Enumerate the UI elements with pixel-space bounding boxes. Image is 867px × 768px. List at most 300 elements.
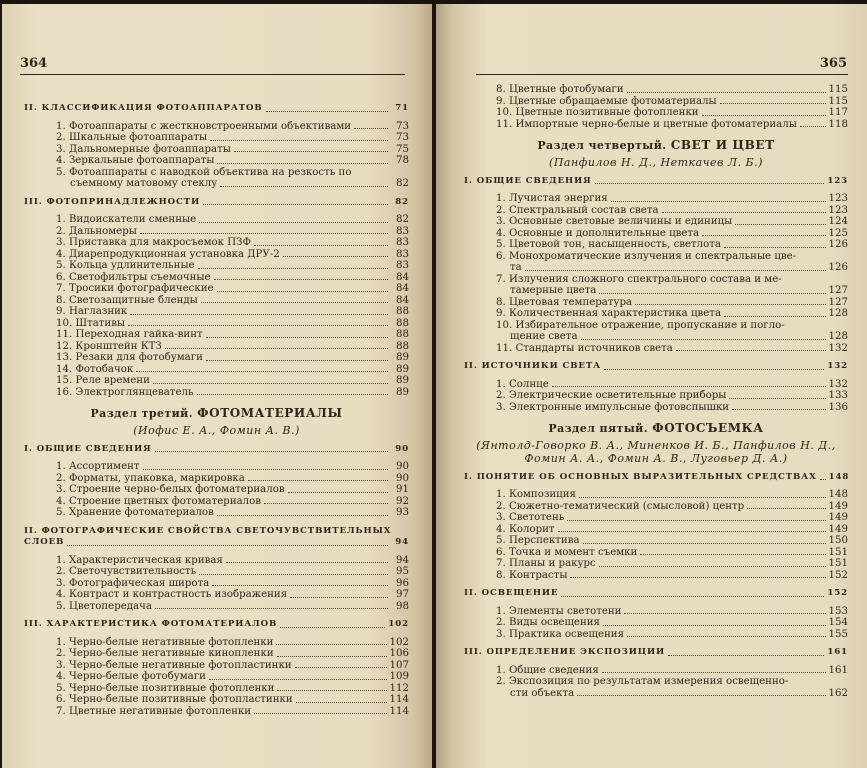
toc-item — [464, 96, 848, 108]
item-title: 9. Количественная характеристика цвета — [496, 308, 722, 319]
toc-item — [24, 496, 409, 508]
toc-item — [464, 205, 848, 217]
toc-item — [464, 390, 848, 402]
toc-item — [464, 239, 848, 251]
item-title: 10. Избирательное отражение, пропускание и погло- — [496, 319, 785, 331]
toc-item — [24, 306, 409, 318]
leader-dots — [702, 115, 826, 116]
leader-dots — [558, 531, 826, 532]
item-title: 3. Приставка для макросъемок ПЗФ — [56, 237, 251, 248]
item-title: 4. Черно-белые фотобумаги — [56, 671, 206, 682]
page-ref: 127 — [828, 285, 848, 296]
leader-dots — [198, 268, 388, 269]
page-ref: 88 — [396, 317, 409, 329]
authors-line: (Янтолд-Говорко В. А., Миненков И. Б., Панфилов Н. Д., — [476, 438, 836, 452]
item-title: 2. Черно-белые негативные кинопленки — [56, 648, 274, 659]
page-ref: 84 — [396, 283, 409, 294]
leader-dots — [579, 497, 826, 498]
item-title: 2. Электрические осветительные приборы — [496, 390, 727, 401]
item-title: 1. Солнце — [496, 378, 549, 390]
item-title: 3. Светотень — [496, 512, 565, 523]
page-ref: 124 — [828, 216, 848, 227]
item-title: 8. Цветовая температура — [496, 296, 633, 308]
leader-dots — [747, 508, 825, 509]
leader-dots — [264, 503, 388, 504]
section-heading — [24, 103, 409, 115]
toc-item — [24, 637, 409, 649]
item-title: 1. Видоискатели сменные — [56, 214, 197, 225]
header-rule — [20, 74, 405, 75]
page-ref: 73 — [396, 120, 409, 132]
leader-dots — [604, 369, 824, 370]
leader-dots — [583, 543, 826, 544]
page-ref: 88 — [396, 340, 409, 352]
page-ref: 96 — [396, 577, 409, 589]
toc-item — [464, 343, 848, 355]
page-ref: 115 — [828, 84, 848, 95]
page-ref: 71 — [395, 103, 409, 113]
leader-dots — [288, 492, 388, 493]
page-ref: 115 — [828, 95, 848, 107]
item-title: 5. Цветопередача — [56, 600, 152, 612]
item-title: 1. Черно-белые негативные фотопленки — [56, 636, 274, 648]
section-title: III. ОПРЕДЕЛЕНИЕ ЭКСПОЗИЦИИ — [464, 647, 666, 657]
leader-dots — [248, 480, 388, 481]
page-ref: 126 — [828, 239, 848, 250]
page-ref: 161 — [827, 647, 848, 657]
item-title: 11. Импортные черно-белые и цветные фотоматериалы — [496, 118, 797, 130]
page-number-left: 364 — [20, 56, 48, 71]
part-heading — [464, 423, 848, 435]
part-authors — [24, 424, 409, 437]
item-title: 3. Черно-белые негативные фотопластинки — [56, 659, 292, 671]
page-ref: 82 — [396, 214, 409, 225]
item-title: 1. Общие сведения — [496, 664, 599, 676]
page-ref: 125 — [828, 227, 848, 239]
leader-dots — [201, 302, 388, 303]
item-title: 2. Шкальные фотоаппараты — [56, 132, 208, 143]
leader-dots — [153, 383, 388, 384]
leader-dots — [234, 151, 388, 152]
leader-dots — [732, 409, 825, 410]
item-title: 9. Цветные обращаемые фотоматериалы — [496, 95, 717, 107]
page-number-right: 365 — [819, 56, 847, 71]
leader-dots — [280, 627, 385, 628]
toc-item — [24, 295, 409, 307]
page-ref: 90 — [396, 461, 409, 472]
toc-item — [24, 589, 409, 601]
page-ref: 84 — [396, 271, 409, 283]
toc-item — [464, 84, 848, 96]
item-title: щение света — [510, 331, 578, 342]
toc-item — [24, 144, 409, 156]
leader-dots — [627, 636, 826, 637]
page-ref: 155 — [828, 628, 848, 640]
leader-dots — [354, 128, 388, 129]
page-ref: 106 — [389, 648, 409, 659]
page-ref: 75 — [396, 143, 409, 155]
toc-item — [464, 606, 848, 618]
leader-dots — [217, 163, 388, 164]
leader-dots — [296, 702, 387, 703]
page-ref: 152 — [827, 588, 848, 598]
item-title: 2. Виды освещения — [496, 617, 600, 628]
section-heading — [464, 176, 848, 188]
leader-dots — [525, 270, 826, 271]
page-ref: 88 — [396, 329, 409, 340]
item-title: 2. Светочувствительность — [56, 566, 197, 577]
section-heading — [24, 526, 409, 549]
item-title: 10. Штативы — [56, 317, 126, 329]
section-heading — [24, 619, 409, 631]
leader-dots — [140, 233, 388, 234]
toc-item — [24, 283, 409, 295]
page-ref: 152 — [828, 569, 848, 581]
leader-dots — [217, 291, 388, 292]
page-ref: 94 — [396, 554, 409, 566]
part-title: ФОТОМАТЕРИАЛЫ — [197, 406, 343, 420]
leader-dots — [595, 183, 825, 184]
section-title: II. ИСТОЧНИКИ СВЕТА — [464, 361, 602, 371]
item-title: 10. Цветные позитивные фотопленки — [496, 107, 699, 118]
item-title: 3. Электронные импульсные фотовспышки — [496, 401, 730, 413]
item-title: 1. Ассортимент — [56, 461, 140, 472]
page-ref: 91 — [396, 484, 409, 495]
toc-item — [464, 489, 848, 501]
item-title: 1. Элементы светотени — [496, 605, 622, 617]
leader-dots — [702, 235, 825, 236]
toc-item — [24, 706, 409, 718]
toc-item — [24, 473, 409, 485]
toc-item — [24, 352, 409, 364]
page-ref: 92 — [396, 495, 409, 507]
leader-dots — [254, 245, 388, 246]
page-ref: 83 — [396, 225, 409, 237]
leader-dots — [206, 360, 388, 361]
toc-item — [464, 402, 848, 414]
item-title: 7. Планы и ракурс — [496, 558, 596, 569]
page-ref: 149 — [828, 512, 848, 523]
section-title: III. ФОТОПРИНАДЛЕЖНОСТИ — [24, 196, 201, 207]
page-ref: 82 — [396, 178, 409, 189]
right-page — [436, 4, 867, 768]
page-ref: 88 — [396, 306, 409, 317]
item-title: 2. Спектральный состав света — [496, 204, 659, 216]
item-title: 5. Перспектива — [496, 535, 580, 546]
page-ref: 162 — [828, 687, 848, 699]
page-ref: 123 — [828, 204, 848, 216]
toc-item — [464, 297, 848, 309]
leader-dots — [199, 222, 388, 223]
page-ref: 89 — [396, 375, 409, 386]
section-heading — [464, 361, 848, 373]
toc-item — [464, 629, 848, 641]
leader-dots — [599, 566, 826, 567]
item-title: съемному матовому стеклу — [70, 178, 218, 189]
page-ref: 98 — [396, 600, 409, 612]
item-title: та — [510, 262, 522, 273]
item-title: 8. Контрасты — [496, 569, 568, 581]
page-ref: 90 — [396, 472, 409, 484]
page-ref: 148 — [828, 489, 848, 500]
page-ref: 151 — [828, 558, 848, 569]
toc-item — [24, 555, 409, 567]
page-ref: 114 — [389, 705, 409, 717]
section-heading — [24, 444, 409, 456]
leader-dots — [640, 554, 825, 555]
item-title: 2. Дальномеры — [56, 225, 137, 237]
toc-item — [24, 260, 409, 272]
item-title: 7. Цветные негативные фотопленки — [56, 705, 252, 717]
toc-item — [464, 379, 848, 391]
leader-dots — [577, 695, 825, 696]
item-title: 3. Строение черно-белых фотоматериалов — [56, 484, 285, 495]
leader-dots — [611, 201, 826, 202]
item-title: 4. Контраст и контрастность изображения — [56, 589, 288, 600]
toc-item — [464, 512, 848, 524]
leader-dots — [276, 644, 386, 645]
toc-item — [464, 308, 848, 320]
page-ref: 117 — [828, 107, 848, 118]
leader-dots — [212, 585, 388, 586]
section-title: III. ХАРАКТЕРИСТИКА ФОТОМАТЕРИАЛОВ — [24, 619, 278, 629]
toc-item — [24, 648, 409, 660]
item-title: 6. Светофильтры съемочные — [56, 271, 211, 283]
item-title: 8. Цветные фотобумаги — [496, 84, 624, 95]
page-ref: 89 — [396, 386, 409, 398]
page-ref: 95 — [396, 566, 409, 577]
toc-item — [464, 119, 848, 131]
toc-item — [464, 251, 848, 274]
toc-item — [24, 155, 409, 167]
leader-dots — [570, 577, 825, 578]
toc-left — [24, 96, 409, 717]
toc-item — [24, 375, 409, 387]
leader-dots — [720, 103, 826, 104]
item-title: 4. Диарепродукционная установка ДРУ-2 — [56, 248, 280, 260]
part-label: Раздел четвертый. — [537, 139, 671, 152]
toc-item — [24, 578, 409, 590]
leader-dots — [581, 339, 826, 340]
toc-item — [24, 660, 409, 672]
page-ref: 93 — [396, 507, 409, 518]
page-ref: 128 — [828, 331, 848, 342]
toc-item — [24, 272, 409, 284]
leader-dots — [624, 613, 825, 614]
item-title: 13. Резаки для фотобумаги — [56, 352, 203, 363]
item-title: сти объекта — [510, 687, 575, 699]
item-title: 5. Кольца удлинительные — [56, 260, 195, 271]
item-title: 11. Стандарты источников света — [496, 342, 673, 354]
toc-item — [464, 524, 848, 536]
toc-item — [464, 547, 848, 559]
leader-dots — [800, 126, 826, 127]
toc-item — [464, 274, 848, 297]
item-title: 2. Сюжетно-тематический (смысловой) центр — [496, 500, 745, 512]
page-ref: 82 — [395, 196, 409, 207]
leader-dots — [662, 212, 826, 213]
leader-dots — [199, 574, 388, 575]
section-title: II. ОСВЕЩЕНИЕ — [464, 588, 559, 598]
page-ref: 102 — [389, 636, 409, 648]
toc-item — [24, 249, 409, 261]
item-title: 5. Фотоаппараты с наводкой объектива на резкость по — [56, 166, 352, 178]
item-title: 2. Форматы, упаковка, маркировка — [56, 472, 245, 484]
item-title: 6. Черно-белые позитивные фотопластинки — [56, 694, 293, 705]
item-title: 11. Переходная гайка-винт — [56, 329, 203, 340]
leader-dots — [155, 451, 388, 452]
item-title: 1. Лучистая энергия — [496, 193, 608, 204]
section-title: I. ПОНЯТИЕ ОБ ОСНОВНЫХ ВЫРАЗИТЕЛЬНЫХ СРЕДСТВАХ — [464, 471, 817, 482]
page-ref: 132 — [827, 361, 848, 371]
leader-dots — [283, 256, 388, 257]
part-heading — [464, 140, 848, 152]
leader-dots — [724, 316, 826, 317]
page-ref: 148 — [828, 471, 850, 482]
item-title: 8. Светозащитные бленды — [56, 294, 198, 306]
toc-item — [464, 570, 848, 582]
item-title: 5. Черно-белые позитивные фотопленки — [56, 682, 275, 694]
page-ref: 83 — [396, 248, 409, 260]
leader-dots — [266, 111, 388, 112]
leader-dots — [729, 398, 825, 399]
leader-dots — [290, 597, 388, 598]
section-heading — [24, 197, 409, 209]
part-label: Раздел пятый. — [548, 422, 653, 435]
page-ref: 126 — [828, 262, 848, 273]
toc-item — [24, 566, 409, 578]
leader-dots — [155, 608, 388, 609]
leader-dots — [676, 350, 826, 351]
page-ref: 154 — [828, 617, 848, 628]
item-title: 15. Реле времени — [56, 375, 150, 386]
part-title: ФОТОСЪЕМКА — [652, 421, 764, 435]
section-heading — [464, 472, 848, 484]
page-ref: 161 — [828, 664, 848, 676]
toc-item — [24, 387, 409, 399]
toc-item — [24, 132, 409, 144]
page-ref: 132 — [828, 378, 848, 390]
item-title: 4. Колорит — [496, 523, 555, 535]
leader-dots — [130, 314, 388, 315]
leader-dots — [67, 545, 388, 546]
item-title: 5. Цветовой тон, насыщенность, светлота — [496, 239, 721, 250]
page-ref: 133 — [828, 390, 848, 401]
toc-item — [24, 461, 409, 473]
page-ref: 153 — [828, 605, 848, 617]
item-title: тамерные цвета — [510, 285, 597, 296]
authors-line: (Иофис Е. А., Фомин А. В.) — [133, 423, 300, 437]
toc-item — [24, 226, 409, 238]
item-title: 4. Строение цветных фотоматериалов — [56, 495, 262, 507]
page-ref: 89 — [396, 352, 409, 363]
toc-item — [464, 107, 848, 119]
toc-item — [464, 665, 848, 677]
item-title: 2. Экспозиция по результатам измерения освещенно- — [496, 676, 789, 687]
toc-item — [464, 216, 848, 228]
page-ref: 102 — [388, 619, 409, 629]
authors-line: (Панфилов Н. Д., Неткачев Л. Б.) — [549, 155, 763, 169]
page-ref: 83 — [396, 237, 409, 248]
page-ref: 150 — [828, 535, 848, 546]
page-ref: 78 — [396, 155, 409, 166]
leader-dots — [295, 667, 387, 668]
toc-item — [464, 676, 848, 699]
item-title: 3. Дальномерные фотоаппараты — [56, 143, 231, 155]
toc-item — [24, 694, 409, 706]
leader-dots — [724, 247, 826, 248]
leader-dots — [635, 304, 825, 305]
toc-item — [24, 364, 409, 376]
header-rule — [476, 74, 848, 75]
leader-dots — [206, 337, 388, 338]
toc-item — [24, 601, 409, 613]
item-title: 9. Наглазник — [56, 306, 128, 317]
section-title: I. ОБЩИЕ СВЕДЕНИЯ — [24, 443, 152, 454]
leader-dots — [277, 690, 386, 691]
leader-dots — [603, 625, 826, 626]
item-title: 6. Точка и момент съемки — [496, 546, 638, 558]
toc-right — [464, 84, 848, 699]
leader-dots — [136, 371, 388, 372]
part-authors — [464, 156, 848, 169]
toc-item — [464, 501, 848, 513]
part-heading — [24, 408, 409, 420]
page-ref: 118 — [828, 118, 848, 130]
leader-dots — [128, 325, 388, 326]
page-ref: 149 — [828, 500, 848, 512]
leader-dots — [627, 92, 826, 93]
page-ref: 149 — [828, 523, 848, 535]
section-title: СЛОЕВ — [24, 537, 65, 547]
toc-item — [24, 121, 409, 133]
leader-dots — [217, 515, 388, 516]
leader-dots — [820, 479, 826, 480]
left-page — [2, 4, 432, 768]
page-ref: 123 — [828, 193, 848, 204]
leader-dots — [561, 596, 824, 597]
page-ref: 112 — [389, 682, 409, 694]
toc-item — [24, 167, 409, 190]
toc-item — [24, 329, 409, 341]
page-ref: 114 — [389, 694, 409, 705]
page-ref: 151 — [828, 546, 848, 558]
item-title: 5. Хранение фотоматериалов — [56, 507, 214, 518]
toc-item — [24, 507, 409, 519]
toc-item — [24, 683, 409, 695]
leader-dots — [277, 656, 387, 657]
item-title: 12. Кронштейн КТЗ — [56, 340, 162, 352]
item-title: 7. Тросики фотографические — [56, 283, 214, 294]
leader-dots — [602, 672, 826, 673]
toc-item — [464, 558, 848, 570]
item-title: 7. Излучения сложного спектрального состава и ме- — [496, 273, 782, 285]
toc-item — [464, 535, 848, 547]
item-title: 3. Основные световые величины и единицы — [496, 216, 733, 227]
item-title: 4. Зеркальные фотоаппараты — [56, 155, 215, 166]
page-ref: 89 — [396, 363, 409, 375]
page-ref: 132 — [828, 342, 848, 354]
page-ref: 128 — [828, 308, 848, 319]
section-heading — [464, 647, 848, 659]
leader-dots — [209, 679, 387, 680]
leader-dots — [552, 386, 826, 387]
item-title: 4. Основные и дополнительные цвета — [496, 227, 700, 239]
leader-dots — [197, 394, 389, 395]
page-ref: 109 — [389, 671, 409, 682]
section-title: II. КЛАССИФИКАЦИЯ ФОТОАППАРАТОВ — [24, 103, 263, 113]
leader-dots — [143, 469, 388, 470]
